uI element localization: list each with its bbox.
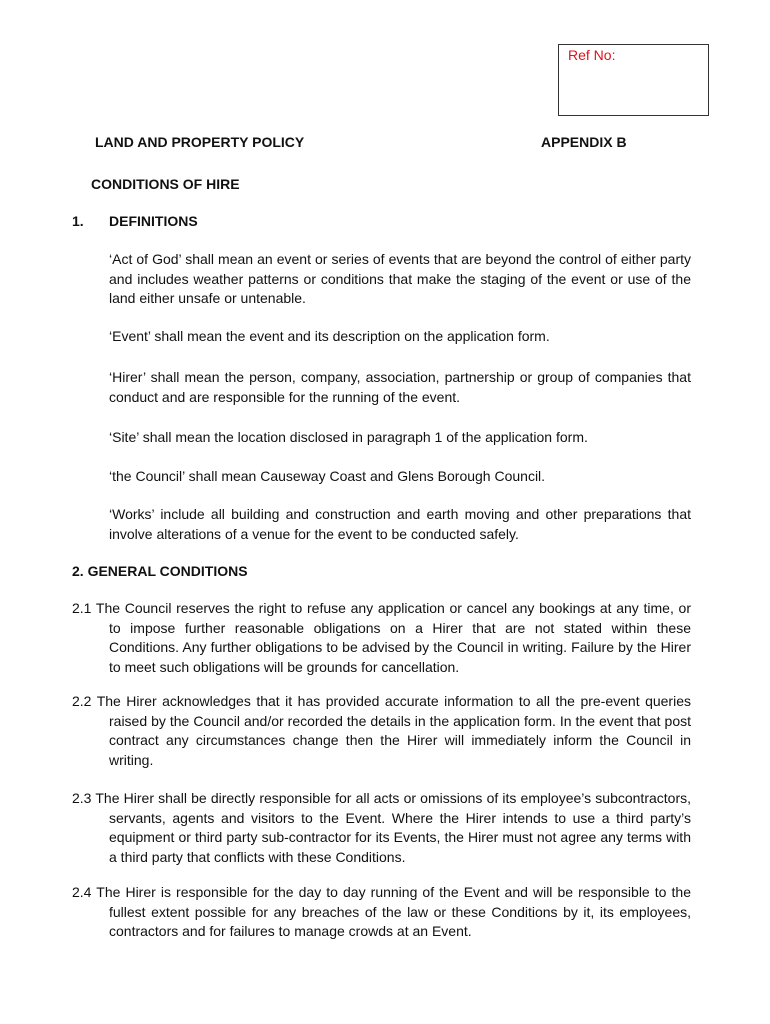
condition-2-2: 2.2 The Hirer acknowledges that it has provided accurate information to all the pre-event queries raised by the Council and/or recorded the details in the application form. In the event that post contract any circumstances change then the Hirer will immediately inform the Council in writing. <box>72 693 691 768</box>
definition-site: ‘Site’ shall mean the location disclosed in paragraph 1 of the application form. <box>109 429 588 445</box>
condition-2-3: 2.3 The Hirer shall be directly responsible for all acts or omissions of its employee’s subcontractors, servants, agents and visitors to the Event. Where the Hirer intends to use a third party’s equipment or third party sub-contractor for its Events, the Hirer must not agree any terms with a third party that conflicts with these Conditions. <box>72 790 691 865</box>
section-2-heading: 2. GENERAL CONDITIONS <box>72 563 248 579</box>
condition-2-4: 2.4 The Hirer is responsible for the day to day running of the Event and will be responsible to the fullest extent possible for any breaches of the law or these Conditions by it, its employees, contractors and for failures to manage crowds at an Event. <box>72 884 691 939</box>
section-1-number: 1. <box>72 213 84 229</box>
definition-event: ‘Event’ shall mean the event and its description on the application form. <box>109 328 550 344</box>
conditions-of-hire-heading: CONDITIONS OF HIRE <box>91 176 240 192</box>
ref-no-box <box>558 44 709 116</box>
appendix-label: APPENDIX B <box>541 134 627 150</box>
ref-no-label: Ref No: <box>568 47 616 63</box>
condition-2-1: 2.1 The Council reserves the right to refuse any application or cancel any bookings at any time, or to impose further reasonable obligations on a Hirer that are not stated within these Conditions. Any further obligations to be advised by the Council in writing. Failure by the Hirer to meet such obligations will be grounds for cancellation. <box>72 600 691 675</box>
definition-works: ‘Works’ include all building and construction and earth moving and other preparations that involve alterations of a venue for the event to be conducted safely. <box>109 506 691 542</box>
definition-act-of-god: ‘Act of God’ shall mean an event or series of events that are beyond the control of either party and includes weather patterns or conditions that make the staging of the event or use of the land either unsafe or untenable. <box>109 251 691 306</box>
definition-council: ‘the Council’ shall mean Causeway Coast and Glens Borough Council. <box>109 468 546 484</box>
definition-hirer: ‘Hirer’ shall mean the person, company, association, partnership or group of companies that conduct and are responsible for the running of the event. <box>109 369 691 405</box>
section-1-heading: DEFINITIONS <box>109 213 198 229</box>
policy-title: LAND AND PROPERTY POLICY <box>95 134 305 150</box>
